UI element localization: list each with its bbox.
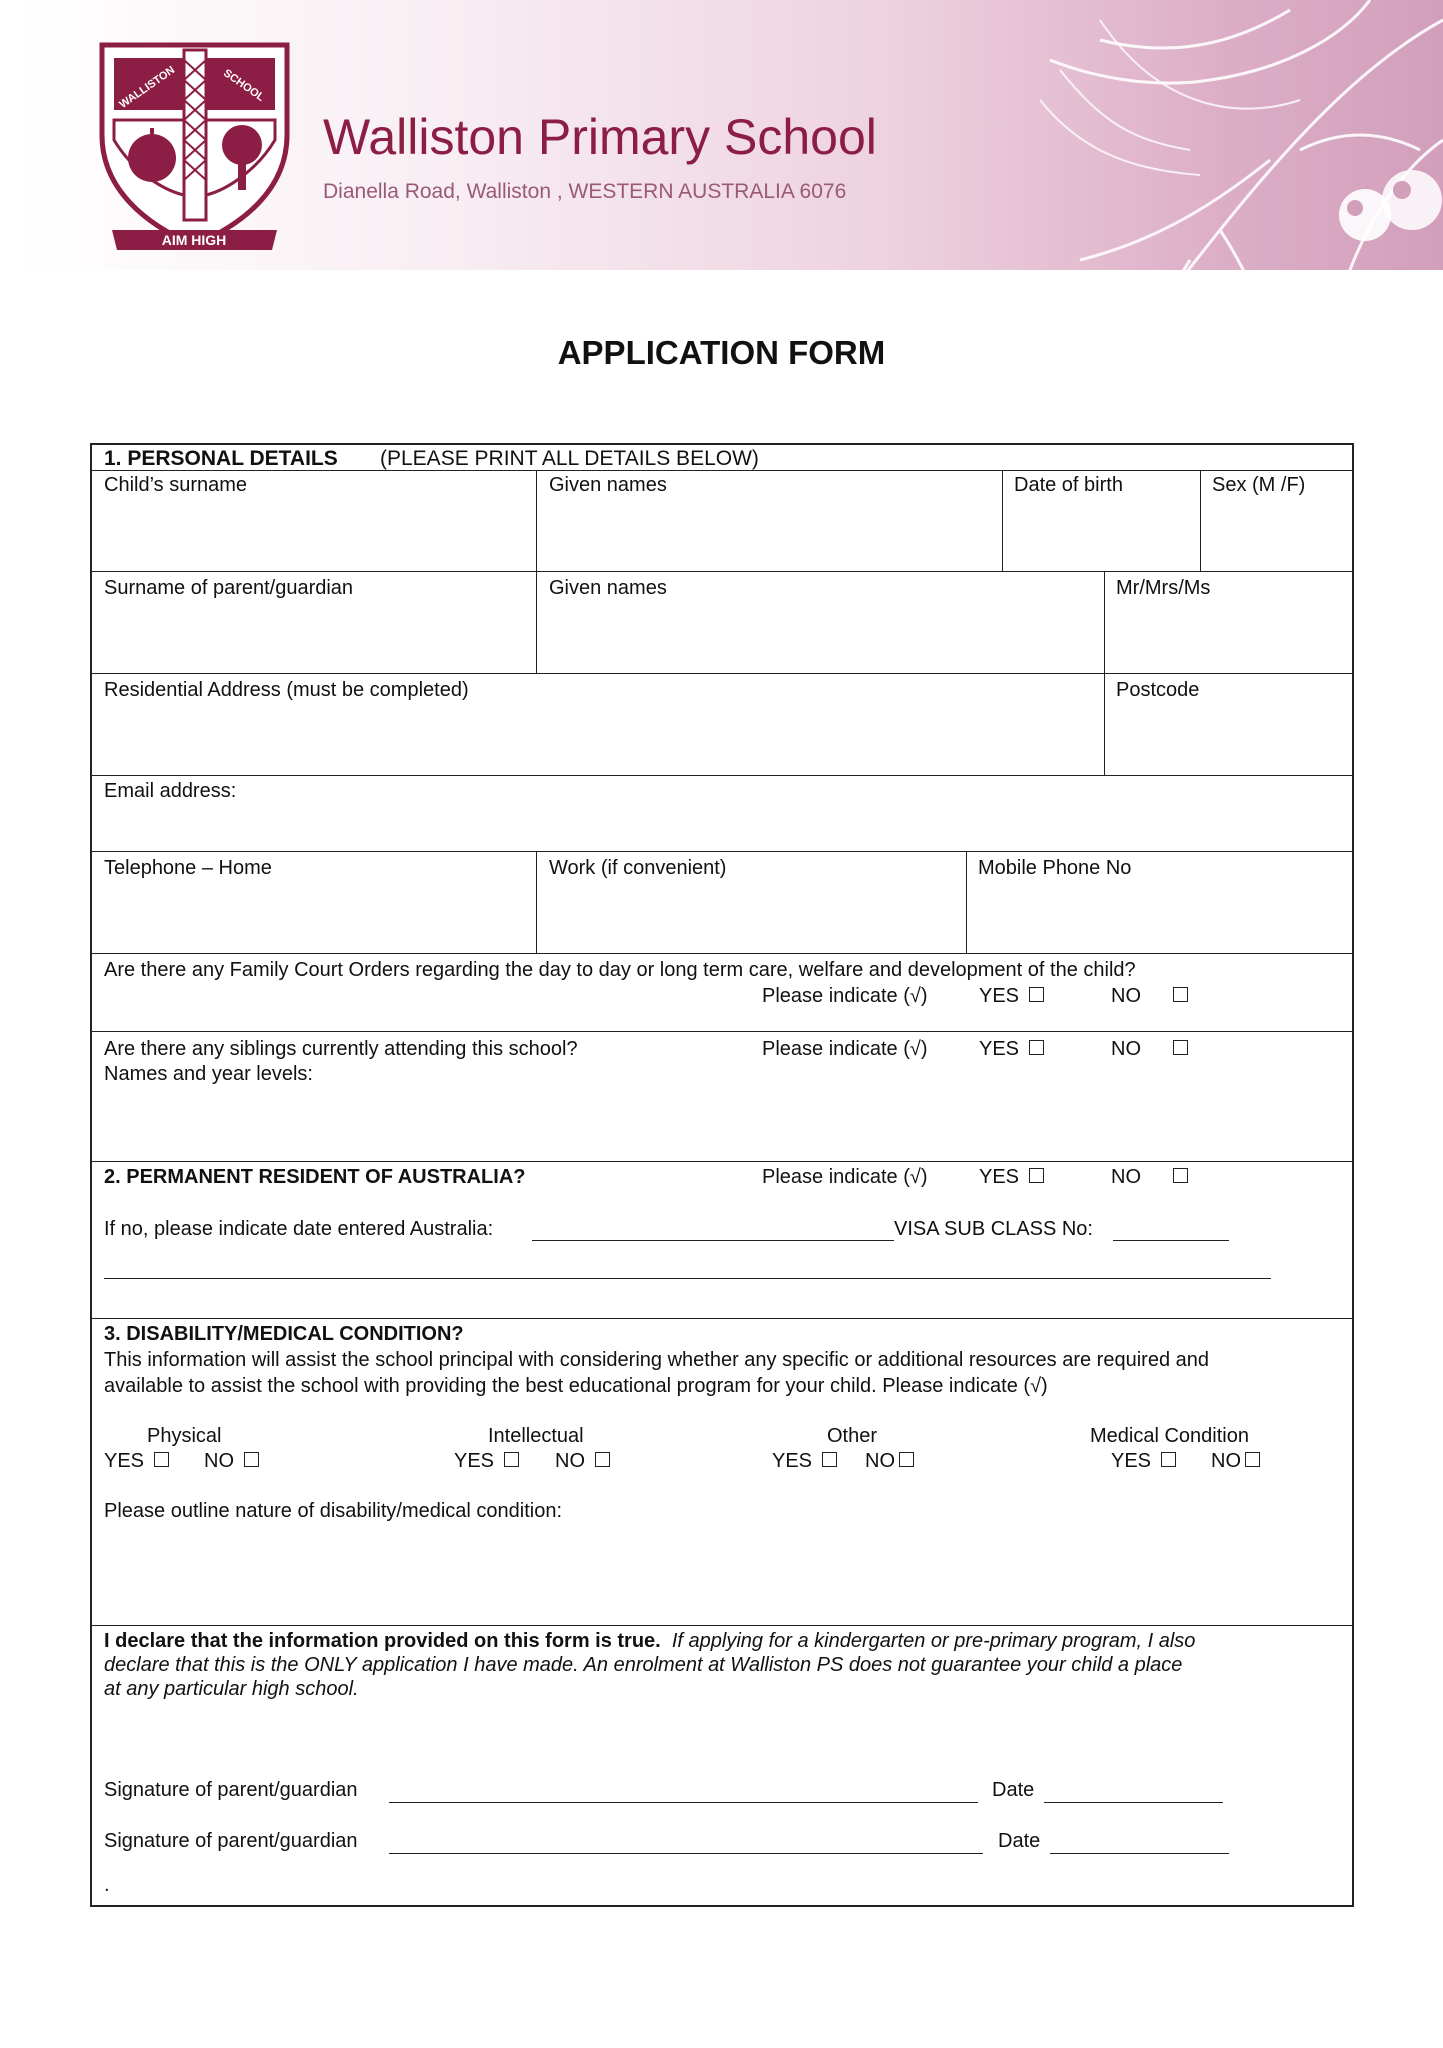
label-childs-surname: Child’s surname <box>104 474 248 496</box>
label-date-1: Date <box>992 1779 1035 1801</box>
resident-no-checkbox[interactable] <box>1173 1168 1188 1183</box>
label-other: Other <box>827 1425 878 1447</box>
other-yes: YES <box>772 1449 837 1473</box>
label-signature-2: Signature of parent/guardian <box>104 1830 358 1852</box>
label-medical-condition: Medical Condition <box>1090 1425 1249 1447</box>
siblings-yes: YES <box>979 1037 1044 1061</box>
label-visa: VISA SUB CLASS No: <box>894 1218 1093 1240</box>
label-date-2: Date <box>998 1830 1041 1852</box>
siblings-yes-checkbox[interactable] <box>1029 1040 1044 1055</box>
medical-yes: YES <box>1111 1449 1176 1473</box>
decorative-branch-graphic <box>1040 0 1443 340</box>
siblings-no: NO <box>1111 1037 1188 1061</box>
label-physical: Physical <box>147 1425 222 1447</box>
label-given-names: Given names <box>549 474 667 496</box>
label-telephone-work: Work (if convenient) <box>549 857 727 879</box>
school-name: Walliston Primary School <box>323 109 877 165</box>
label-outline-condition: Please outline nature of disability/medical condition: <box>104 1500 563 1522</box>
label-sex: Sex (M /F) <box>1212 474 1306 496</box>
siblings-no-checkbox[interactable] <box>1173 1040 1188 1055</box>
siblings-indicate: Please indicate (√) <box>762 1038 928 1060</box>
medical-no: NO <box>1211 1449 1260 1473</box>
label-parent-given-names: Given names <box>549 577 667 599</box>
declaration-line1: I declare that the information provided on this form is true. If applying for a kindergarten or pre-primary program, I also <box>104 1630 1196 1652</box>
crest-left-text: WALLISTON <box>117 64 178 111</box>
section3-text-line2: available to assist the school with providing the best educational program for your child. Please indicate (√) <box>104 1375 1048 1397</box>
other-yes-checkbox[interactable] <box>822 1452 837 1467</box>
crest-motto: AIM HIGH <box>161 232 227 248</box>
label-mobile: Mobile Phone No <box>978 857 1132 879</box>
crest-right-text: SCHOOL <box>221 67 267 104</box>
family-court-yes: YES <box>979 984 1044 1008</box>
application-form <box>90 443 1354 1907</box>
footnote-dot: . <box>104 1874 110 1896</box>
label-telephone-home: Telephone – Home <box>104 857 272 879</box>
label-siblings-names: Names and year levels: <box>104 1063 313 1085</box>
section3-text-line1: This information will assist the school principal with considering whether any specific or additional resources are required and <box>104 1349 1209 1371</box>
other-no-checkbox[interactable] <box>899 1452 914 1467</box>
medical-yes-checkbox[interactable] <box>1161 1452 1176 1467</box>
section1-heading: 1. PERSONAL DETAILS <box>104 447 338 470</box>
label-email: Email address: <box>104 780 237 802</box>
physical-no-checkbox[interactable] <box>244 1452 259 1467</box>
family-court-yes-checkbox[interactable] <box>1029 987 1044 1002</box>
family-court-no-checkbox[interactable] <box>1173 987 1188 1002</box>
label-date-entered: If no, please indicate date entered Australia: <box>104 1218 494 1240</box>
date-1-line[interactable] <box>1044 1802 1223 1803</box>
family-court-no: NO <box>1111 984 1188 1008</box>
resident-yes-checkbox[interactable] <box>1029 1168 1044 1183</box>
signature-2-line[interactable] <box>389 1853 983 1854</box>
label-residential-address: Residential Address (must be completed) <box>104 679 469 701</box>
label-date-of-birth: Date of birth <box>1014 474 1123 496</box>
label-intellectual: Intellectual <box>488 1425 584 1447</box>
visa-line[interactable] <box>1113 1240 1229 1241</box>
other-no: NO <box>865 1449 914 1473</box>
section3-heading: 3. DISABILITY/MEDICAL CONDITION? <box>104 1323 464 1345</box>
date-entered-line[interactable] <box>532 1240 894 1241</box>
medical-no-checkbox[interactable] <box>1245 1452 1260 1467</box>
question-family-court: Are there any Family Court Orders regarding the day to day or long term care, welfare and development of the child? <box>104 959 1136 981</box>
declaration-line3: at any particular high school. <box>104 1678 359 1700</box>
form-title: APPLICATION FORM <box>557 334 886 371</box>
section2-heading: 2. PERMANENT RESIDENT OF AUSTRALIA? <box>104 1166 526 1188</box>
section1-note: (PLEASE PRINT ALL DETAILS BELOW) <box>380 447 759 470</box>
resident-no: NO <box>1111 1165 1188 1189</box>
resident-indicate: Please indicate (√) <box>762 1166 928 1188</box>
signature-1-line[interactable] <box>389 1802 978 1803</box>
intellectual-no: NO <box>555 1449 610 1473</box>
intellectual-yes: YES <box>454 1449 519 1473</box>
physical-yes: YES <box>104 1449 169 1473</box>
physical-yes-checkbox[interactable] <box>154 1452 169 1467</box>
section2-extra-line[interactable] <box>104 1278 1271 1279</box>
family-court-indicate: Please indicate (√) <box>762 985 928 1007</box>
physical-no: NO <box>204 1449 259 1473</box>
label-title: Mr/Mrs/Ms <box>1116 577 1211 599</box>
school-address: Dianella Road, Walliston , WESTERN AUSTRALIA 6076 <box>323 180 847 203</box>
declaration-line2: declare that this is the ONLY application I have made. An enrolment at Walliston PS does not guarantee your child a place <box>104 1654 1183 1676</box>
date-2-line[interactable] <box>1050 1853 1229 1854</box>
question-siblings: Are there any siblings currently attending this school? <box>104 1038 578 1060</box>
intellectual-no-checkbox[interactable] <box>595 1452 610 1467</box>
school-crest-logo <box>92 40 297 255</box>
intellectual-yes-checkbox[interactable] <box>504 1452 519 1467</box>
resident-yes: YES <box>979 1165 1044 1189</box>
label-postcode: Postcode <box>1116 679 1200 701</box>
label-signature-1: Signature of parent/guardian <box>104 1779 358 1801</box>
label-parent-surname: Surname of parent/guardian <box>104 577 354 599</box>
